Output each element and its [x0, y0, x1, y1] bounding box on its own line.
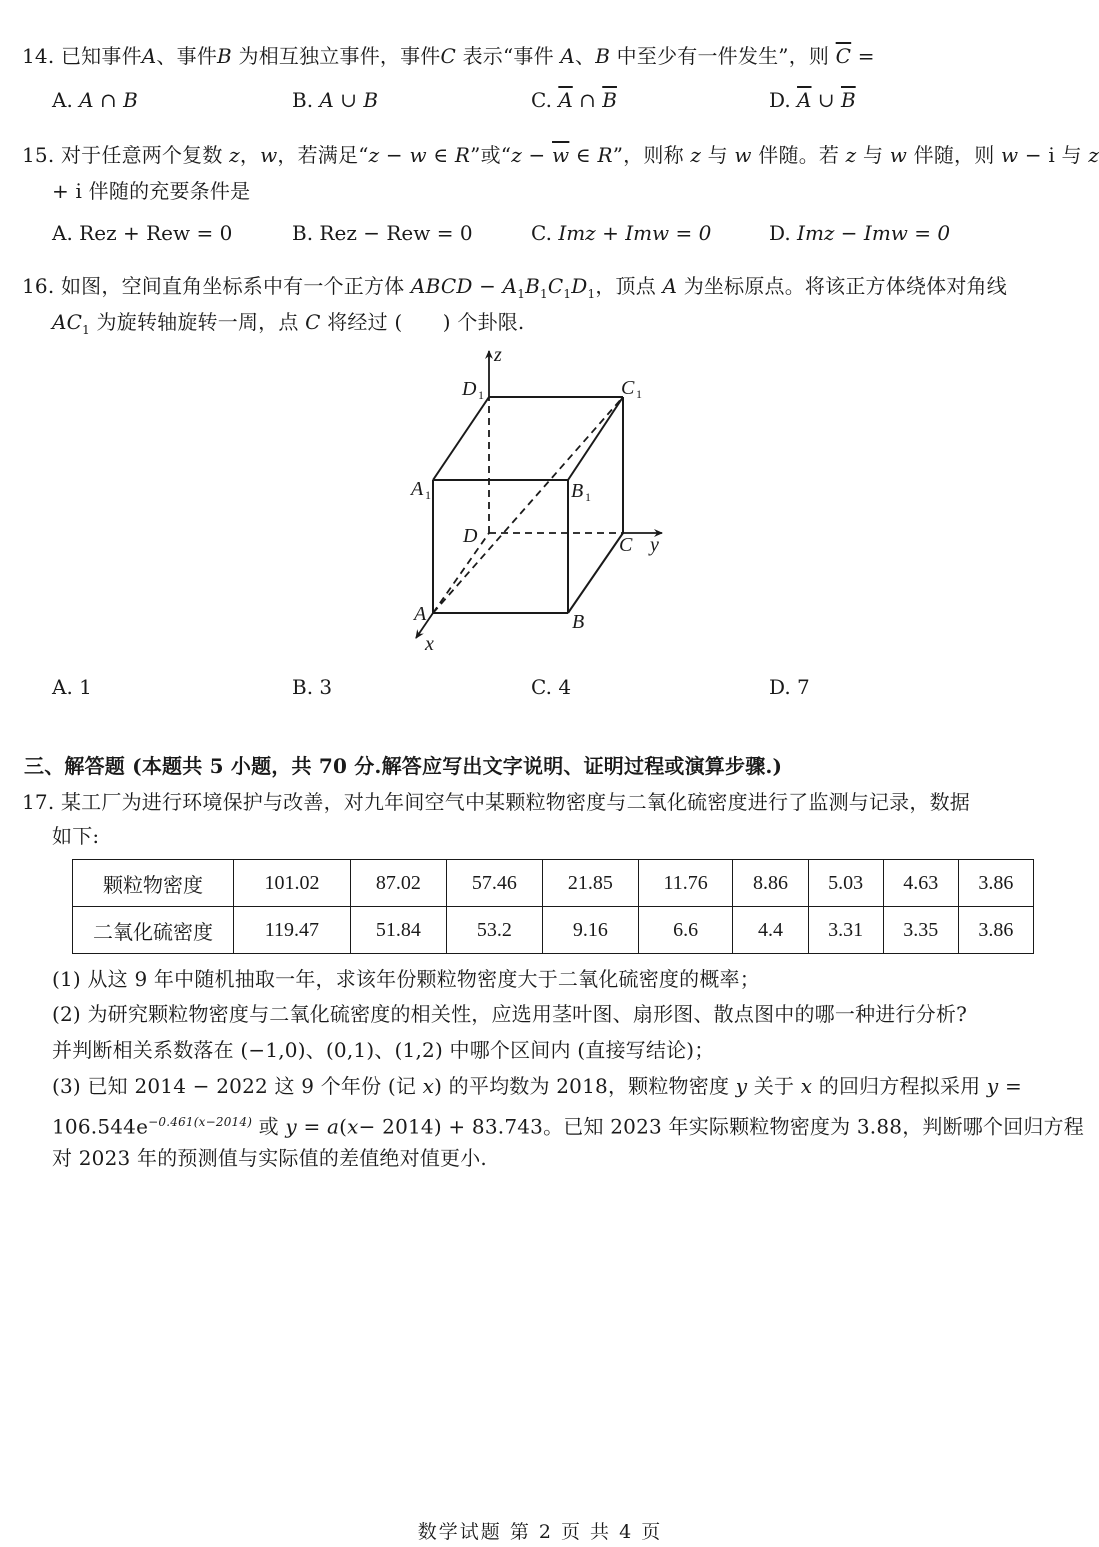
- table-cell: 4.63: [883, 860, 958, 907]
- label-c1-sub: 1: [636, 387, 642, 401]
- table-row-header: 二氧化硫密度: [73, 907, 234, 954]
- option-letter: C.: [531, 221, 552, 245]
- q15-stem-line2: + i 伴随的充要条件是: [52, 179, 251, 203]
- table-cell: 3.86: [958, 907, 1033, 954]
- q15-option-c: [531, 219, 711, 247]
- table-cell: 21.85: [542, 860, 638, 907]
- option-text: Rez − Rew = 0: [319, 221, 473, 245]
- q14-var: B: [595, 44, 611, 68]
- q14-option-d: D. $\overline{A}$ ∪ $\overline{B}$: [769, 88, 856, 112]
- q14-text: 中至少有一件发生”，则: [610, 44, 836, 68]
- table-cell: 3.86: [958, 860, 1033, 907]
- table-cell: 9.16: [542, 907, 638, 954]
- q14-var: C: [440, 44, 457, 68]
- option-letter: A.: [52, 675, 73, 699]
- table-cell: 3.31: [808, 907, 883, 954]
- q14-var: A: [141, 44, 157, 68]
- q14-text: 、事件: [156, 44, 218, 68]
- option-letter: A.: [52, 88, 73, 112]
- label-d1-sub: 1: [478, 388, 484, 402]
- option-text: 7: [797, 675, 810, 699]
- q17-part2-line1: (2) 为研究颗粒物密度与二氧化硫密度的相关性，应选用茎叶图、扇形图、散点图中的哪一种进行分析?: [52, 1002, 968, 1026]
- q16-stem-line2: $AC_1$ 为旋转轴旋转一周，点 C 将经过 ( ) 个卦限.: [52, 310, 525, 337]
- q17-part2-line2: 并判断相关系数落在 (−1,0)、(0,1)、(1,2) 中哪个区间内 (直接写结论)；: [52, 1038, 715, 1062]
- option-letter: B.: [292, 221, 314, 245]
- q14-option-a: A. A ∩ B: [52, 88, 138, 112]
- q17-stem-line2: 如下:: [52, 824, 100, 848]
- table-cell: 3.35: [883, 907, 958, 954]
- label-a: A: [414, 603, 427, 625]
- q14-text: 、: [575, 44, 596, 68]
- q16-option-b: [292, 673, 332, 701]
- q16-stem-line1: 16. 如图，空间直角坐标系中有一个正方体 ABCD − $A_1B_1C_1D_1$，顶点 A 为坐标原点。将该正方体绕体对角线: [22, 274, 1007, 301]
- q17-part1: (1) 从这 9 年中随机抽取一年，求该年份颗粒物密度大于二氧化硫密度的概率；: [52, 967, 760, 991]
- table-cell: 6.6: [638, 907, 732, 954]
- label-x: x: [425, 633, 434, 655]
- page-footer: 数学试题 第 2 页 共 4 页: [417, 1521, 663, 1543]
- label-y: y: [650, 534, 659, 556]
- q14-option-c: C. $\overline{A}$ ∩ $\overline{B}$: [531, 88, 617, 112]
- option-letter: A.: [52, 221, 73, 245]
- section-title: 三、解答题 (本题共 5 小题，共 70 分.解答应写出文字说明、证明过程或演算步骤.): [24, 754, 783, 778]
- q14-var: B: [217, 44, 232, 68]
- table-cell: 5.03: [808, 860, 883, 907]
- option-text: 3: [319, 675, 333, 699]
- label-z: z: [494, 344, 502, 366]
- q16-option-c: [531, 673, 571, 701]
- table-row-header: 颗粒物密度: [73, 860, 234, 907]
- q14-stem: [22, 42, 875, 70]
- q17-part3-line2: $106.544e^{-0.461(x-2014)}$ 或 y = a(x− 2014) + 83.743。已知 2023 年实际颗粒物密度为 3.88，判断哪个回归方程: [52, 1114, 1084, 1139]
- q17-part3-line1: (3) 已知 2014 − 2022 这 9 个年份 (记 x) 的平均数为 2018，颗粒物密度 y 关于 x 的回归方程拟采用 y =: [52, 1074, 1022, 1098]
- q14-var-complement: $\overline{C}$: [835, 44, 852, 68]
- q14-text: 表示“事件: [456, 44, 561, 68]
- label-d: D: [463, 525, 478, 547]
- q14-option-b: B. A ∪ B: [292, 88, 379, 112]
- q15-stem-line1: 15. 对于任意两个复数 z，w，若满足“z − w ∈ R”或“$z - \overline{w}$ ∈ R”，则称 z 与 w 伴随。若 z 与 w 伴随，则 w − i 与 z: [22, 143, 1099, 167]
- label-b1-sub: 1: [585, 490, 591, 504]
- q14-text: 14. 已知事件: [22, 44, 142, 68]
- table-row: [73, 907, 1034, 954]
- option-text: Imz + Imw = 0: [558, 221, 712, 245]
- table-cell: 11.76: [638, 860, 732, 907]
- diagonal-a-c1: [433, 397, 623, 613]
- label-c1: C: [621, 377, 635, 399]
- q16-option-d: [769, 673, 810, 701]
- option-text: 1: [79, 675, 92, 699]
- label-c: C: [619, 534, 633, 556]
- edge-b1-c1: [568, 397, 623, 480]
- table-cell: 57.46: [446, 860, 542, 907]
- option-text: Imz − Imw = 0: [797, 221, 951, 245]
- table-cell: 87.02: [350, 860, 446, 907]
- option-text: Rez + Rew = 0: [79, 221, 233, 245]
- edge-a-d: [433, 533, 489, 613]
- option-text: 4: [558, 675, 572, 699]
- table-cell: 119.47: [234, 907, 351, 954]
- q14-text: =: [851, 44, 875, 68]
- q15-option-d: [769, 219, 950, 247]
- label-b: B: [572, 611, 585, 633]
- option-letter: B.: [292, 88, 314, 112]
- q14-var: A: [560, 44, 576, 68]
- q17-stem-line1: 17. 某工厂为进行环境保护与改善，对九年间空气中某颗粒物密度与二氧化硫密度进行了监测与记录，数据: [22, 790, 970, 814]
- option-letter: D.: [769, 88, 791, 112]
- data-table: [72, 859, 1034, 954]
- label-b1: B: [571, 480, 584, 502]
- q16-option-a: [52, 673, 92, 701]
- table-cell: 101.02: [234, 860, 351, 907]
- q15-option-b: [292, 219, 473, 247]
- label-a1-sub: 1: [425, 488, 431, 502]
- q14-text: 为相互独立事件，事件: [231, 44, 441, 68]
- label-d1: D: [462, 378, 477, 400]
- label-a1: A: [411, 478, 424, 500]
- option-letter: D.: [769, 221, 791, 245]
- option-letter: B.: [292, 675, 314, 699]
- table-cell: 51.84: [350, 907, 446, 954]
- table-cell: 4.4: [733, 907, 808, 954]
- option-letter: D.: [769, 675, 791, 699]
- edge-b-c: [568, 533, 623, 613]
- table-row: [73, 860, 1034, 907]
- cube-diagram: [400, 345, 690, 660]
- option-letter: C.: [531, 675, 552, 699]
- table-cell: 8.86: [733, 860, 808, 907]
- q17-part3-line3: 对 2023 年的预测值与实际值的差值绝对值更小.: [52, 1146, 487, 1170]
- option-letter: C.: [531, 88, 552, 112]
- q15-option-a: [52, 219, 232, 247]
- table-cell: 53.2: [446, 907, 542, 954]
- edge-a1-d1: [433, 397, 489, 480]
